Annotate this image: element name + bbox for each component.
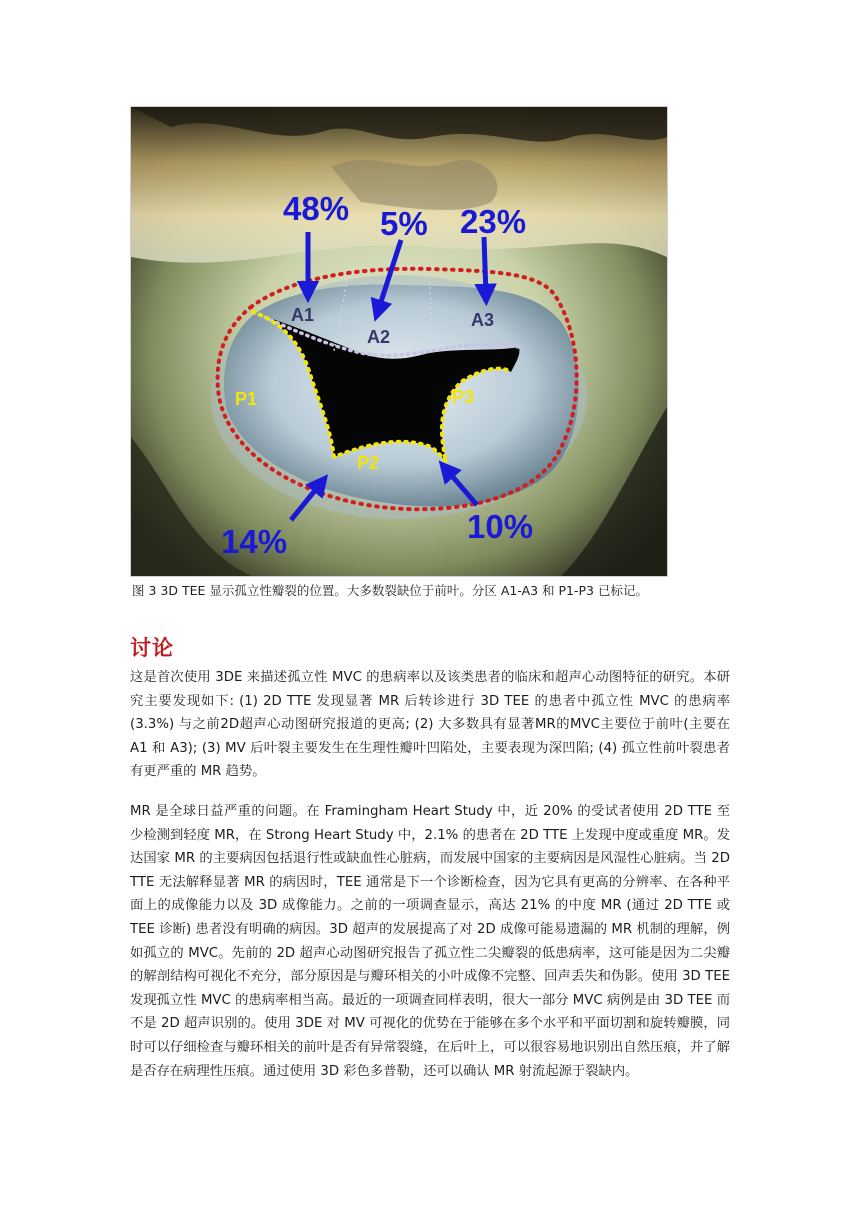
segment-label-p3: P3	[452, 387, 475, 407]
segment-label-a2: A2	[367, 327, 391, 347]
segment-label-p1: P1	[235, 389, 258, 409]
segment-label-a1: A1	[291, 305, 315, 325]
percent-a3: 23%	[460, 203, 527, 240]
percent-a2: 5%	[380, 205, 428, 242]
paragraph-main-findings: 这是首次使用 3DE 来描述孤立性 MVC 的患病率以及该类患者的临床和超声心动图特征的研究。本研究主要发现如下: (1) 2D TTE 发现显著 MR 后转诊进行 3D TEE 的患者中孤立性 MVC 的患病率 (3.3%) 与之前2D超声心动图研究报道的更高; (2) 大多数具有显著MR的MVC主要位于前叶(主要在 A1 和 A3); (3) MV 后叶裂主要发生在生理性瓣叶凹陷处，主要表现为深凹陷; (4) 孤立性前叶裂患者有更严重的 MR 趋势。	[130, 670, 730, 780]
segment-label-p2: P2	[357, 453, 380, 473]
figure-caption: 图 3 3D TEE 显示孤立性瓣裂的位置。大多数裂缺位于前叶。分区 A1-A3 和 P1-P3 已标记。	[132, 583, 648, 598]
percent-p2-right: 10%	[467, 508, 534, 545]
segment-label-a3: A3	[471, 310, 495, 330]
arrow-a3	[484, 237, 486, 295]
tee-3d-mitral-valve-figure	[130, 106, 668, 577]
paragraph-mr-background: MR 是全球日益严重的问题。在 Framingham Heart Study 中，近 20% 的受试者使用 2D TTE 至少检测到轻度 MR，在 Strong Heart Study 中，2.1% 的患者在 2D TTE 上发现中度或重度 MR。发达国家 MR 的主要病因包括退行性或缺血性心脏病，而发展中国家的主要病因是风湿性心脏病。当 2D TTE 无法解释显著 MR 的病因时，TEE 通常是下一个诊断检查，因为它具有更高的分辨率、在各种平面上的成像能力以及 3D 成像能力。之前的一项调查显示，高达 21% 的中度 MR (通过 2D TTE 或 TEE 诊断) 患者没有明确的病因。3D 超声的发展提高了对 2D 成像可能易遗漏的 MR 机制的理解，例如孤立的 MVC。先前的 2D 超声心动图研究报告了孤立性二尖瓣裂的低患病率，这可能是因为二尖瓣的解剖结构可视化不充分，部分原因是与瓣环相关的小叶成像不完整、回声丢失和伪影。使用 3D TEE 发现孤立性 MVC 的患病率相当高。最近的一项调查同样表明，很大一部分 MVC 病例是由 3D TEE 而不是 2D 超声识别的。使用 3DE 对 MV 可视化的优势在于能够在多个水平和平面切割和旋转瓣膜，同时可以仔细检查与瓣环相关的前叶是否有异常裂缝，在后叶上，可以很容易地识别出自然压痕，并了解是否存在病理性压痕。通过使用 3D 彩色多普勒，还可以确认 MR 射流起源于裂缺内。	[130, 804, 730, 1079]
percent-a1: 48%	[283, 190, 350, 227]
percent-p2-left: 14%	[221, 523, 288, 560]
section-heading-discussion: 讨论	[130, 636, 174, 660]
